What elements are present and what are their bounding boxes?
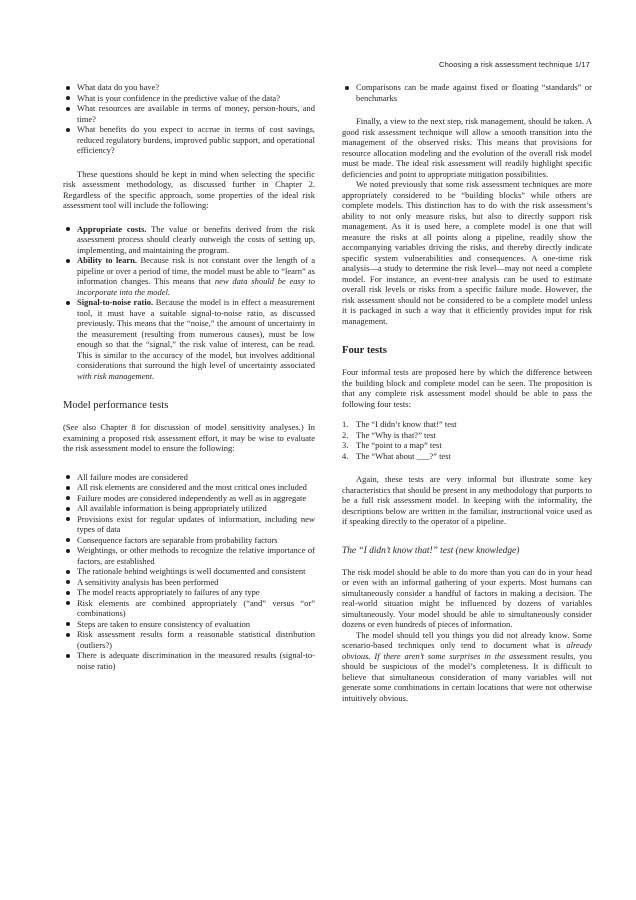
tests-list (342, 419, 592, 461)
subsection-heading: The “I didn’t know that!” test (new knowledge) (342, 545, 520, 556)
property-term: Appropriate costs. (77, 223, 147, 234)
list-item: All failure modes are considered (63, 472, 315, 483)
list-item (342, 419, 592, 430)
list-item: What data do you have? (63, 82, 315, 93)
list-item: The rationale behind weightings is well documented and consistent (63, 566, 315, 577)
test-number: 4. (342, 450, 349, 461)
list-item: What benefits do you expect to accrue in terms of cost savings, reduced regulatory burdens, improved public support, and operational efficiency? (63, 124, 315, 156)
list-item: Comparisons can be made against fixed or floating “standards” or benchmarks (342, 82, 592, 103)
paragraph: Finally, a view to the next step, risk management, should be taken. A good risk assessment technique will allow a smooth transition into the management of the observed risks. This means that provisions for resource allocation modeling and the evolution of the overall risk model must be made. The ideal risk assessment will readily highlight specific deficiencies and point to appropriate mitigation possibilities. (342, 116, 592, 179)
property-text: The value or benefits derived from the risk assessment process should clearly outweigh the costs of setting up, implementing, and maintaining the program. (77, 223, 315, 255)
property-list (63, 224, 315, 382)
property-term: Signal-to-noise ratio. (77, 297, 154, 307)
list-item: Failure modes are considered independently as well as in aggregate (63, 493, 315, 504)
check-list (63, 472, 315, 672)
paragraph-text: The model should tell you things you did not already know. Some scenario-based techniques only tend to document what is (342, 629, 592, 650)
paragraph-text-italic: already obvious. If there aren’t some surprises in the assess (342, 640, 592, 661)
list-item: Risk assessment results form a reasonable statistical distribution (outliers?) (63, 629, 315, 650)
property-text: Because risk is not constant over the length of a pipeline or over a period of time, the model must be able to “learn” as information changes. This means that (77, 255, 315, 286)
section-heading: Four tests (342, 345, 387, 356)
list-item: Consequence factors are separable from probability factors (63, 535, 315, 546)
list-item (342, 440, 592, 451)
property-text-italic: with risk management. (77, 370, 155, 381)
test-number: 1. (342, 419, 349, 429)
paragraph: The risk model should be able to do more than you can do in your head or even with an informal gathering of your experts. Most humans can simultaneously consider a handful of factors in making a decision. The real-world situation might be influenced by dozens of variables simultaneously. Your model should be able to simultaneously consider dozens or even hundreds of pieces of information. (342, 566, 592, 629)
list-item (342, 430, 592, 441)
list-item: Steps are taken to ensure consistency of evaluation (63, 619, 315, 630)
list-item: Risk elements are combined appropriately (“and” versus “or” combinations) (63, 598, 315, 619)
list-item: What is your confidence in the predictive value of the data? (63, 93, 315, 104)
intro-paragraph: These questions should be kept in mind when selecting the specific risk assessment methodology, as discussed further in Chapter 2. Regardless of the specific approach, some properties of the ideal risk assessment tool will include the following: (63, 168, 315, 210)
test-number: 3. (342, 440, 349, 450)
paragraph (342, 630, 592, 704)
list-item: Provisions exist for regular updates of information, including new types of data (63, 514, 315, 535)
test-number: 2. (342, 429, 349, 440)
list-item: The model reacts appropriately to failures of any type (63, 587, 315, 598)
left-column (63, 82, 315, 671)
paragraph: Four informal tests are proposed here by which the difference between the building block and complete model can be seen. The proposition is that any complete risk assessment model should be able to pass the following four tests: (342, 367, 592, 409)
running-head: Choosing a risk assessment technique 1/17 (439, 60, 590, 69)
test-text: The “What about ___?” test (356, 450, 451, 461)
right-column (342, 82, 592, 703)
model-perf-paragraph: (See also Chapter 8 for discussion of model sensitivity analyses.) In examining a proposed risk assessment effort, it may be wise to evaluate the risk assessment model to ensure the following: (63, 422, 315, 453)
test-text: The “point to a map” test (356, 440, 442, 450)
list-item (342, 451, 592, 462)
list-item: All risk elements are considered and the most critical ones included (63, 482, 315, 493)
section-heading: Model performance tests (63, 400, 169, 411)
question-list (63, 82, 315, 156)
paragraph: Again, these tests are very informal but illustrate some key characteristics that should be present in any methodology that purports to be a full risk assessment model. In keeping with the informality, the descriptions below are written in the familiar, instructional voice used as if speaking directly to the operator of a pipeline. (342, 474, 592, 526)
list-item (63, 255, 315, 297)
list-item (63, 224, 315, 256)
paragraph: We noted previously that some risk assessment techniques are more appropriately considered to be “building blocks” while others are complete models. This distinction has to do with the risk assessment’s ability to not only measure risks, but also to directly support risk management. As it is used here, a complete model is one that will measure the risks at all points along a pipeline, readily show the accompanying variables driving the risks, and thereby directly indicate specific system vulnerabilities and consequences. A one-time risk analysis—a study to determine the risk level—may not need a complete model. For instance, an event-tree analysis can be used to estimate overall risk levels or risks from a specific failure mode. However, the risk assessment should not be considered to be a complete model unless it is packaged in such a way that it efficiently provides input for risk management. (342, 179, 592, 326)
test-text: The “I didn’t know that!” test (356, 419, 457, 429)
property-text-italic: new data should be easy to incorporate into the model. (77, 276, 315, 297)
test-text: The “Why is that?” test (356, 429, 436, 440)
benchmark-list (342, 82, 592, 103)
list-item: What resources are available in terms of money, person-hours, and time? (63, 103, 315, 124)
list-item: All available information is being appropriately utilized (63, 503, 315, 514)
property-text: Because the model is in effect a measurement tool, it must have a suitable signal-to-noise ratio, as discussed previously. This means that the “noise,” the amount of uncertainty in the measurement (resulting from numerous causes), must be low enough so that the “signal,” the risk value of interest, can be read. This is similar to the accuracy of the model, but involves additional considerations that surround the high level of uncertainty associated (77, 297, 315, 370)
list-item: A sensitivity analysis has been performed (63, 577, 315, 588)
list-item: Weightings, or other methods to recognize the relative importance of factors, are established (63, 545, 315, 566)
paragraph-text: ment results, you should be suspicious of the model’s completeness. It is difficult to believe that simultaneous consideration of many variables will not generate some combinations in certain locations that were not otherwise intuitively obvious. (342, 650, 592, 703)
list-item (63, 297, 315, 381)
property-term: Ability to learn. (77, 255, 138, 265)
list-item: There is adequate discrimination in the measured results (signal-to-noise ratio) (63, 650, 315, 671)
